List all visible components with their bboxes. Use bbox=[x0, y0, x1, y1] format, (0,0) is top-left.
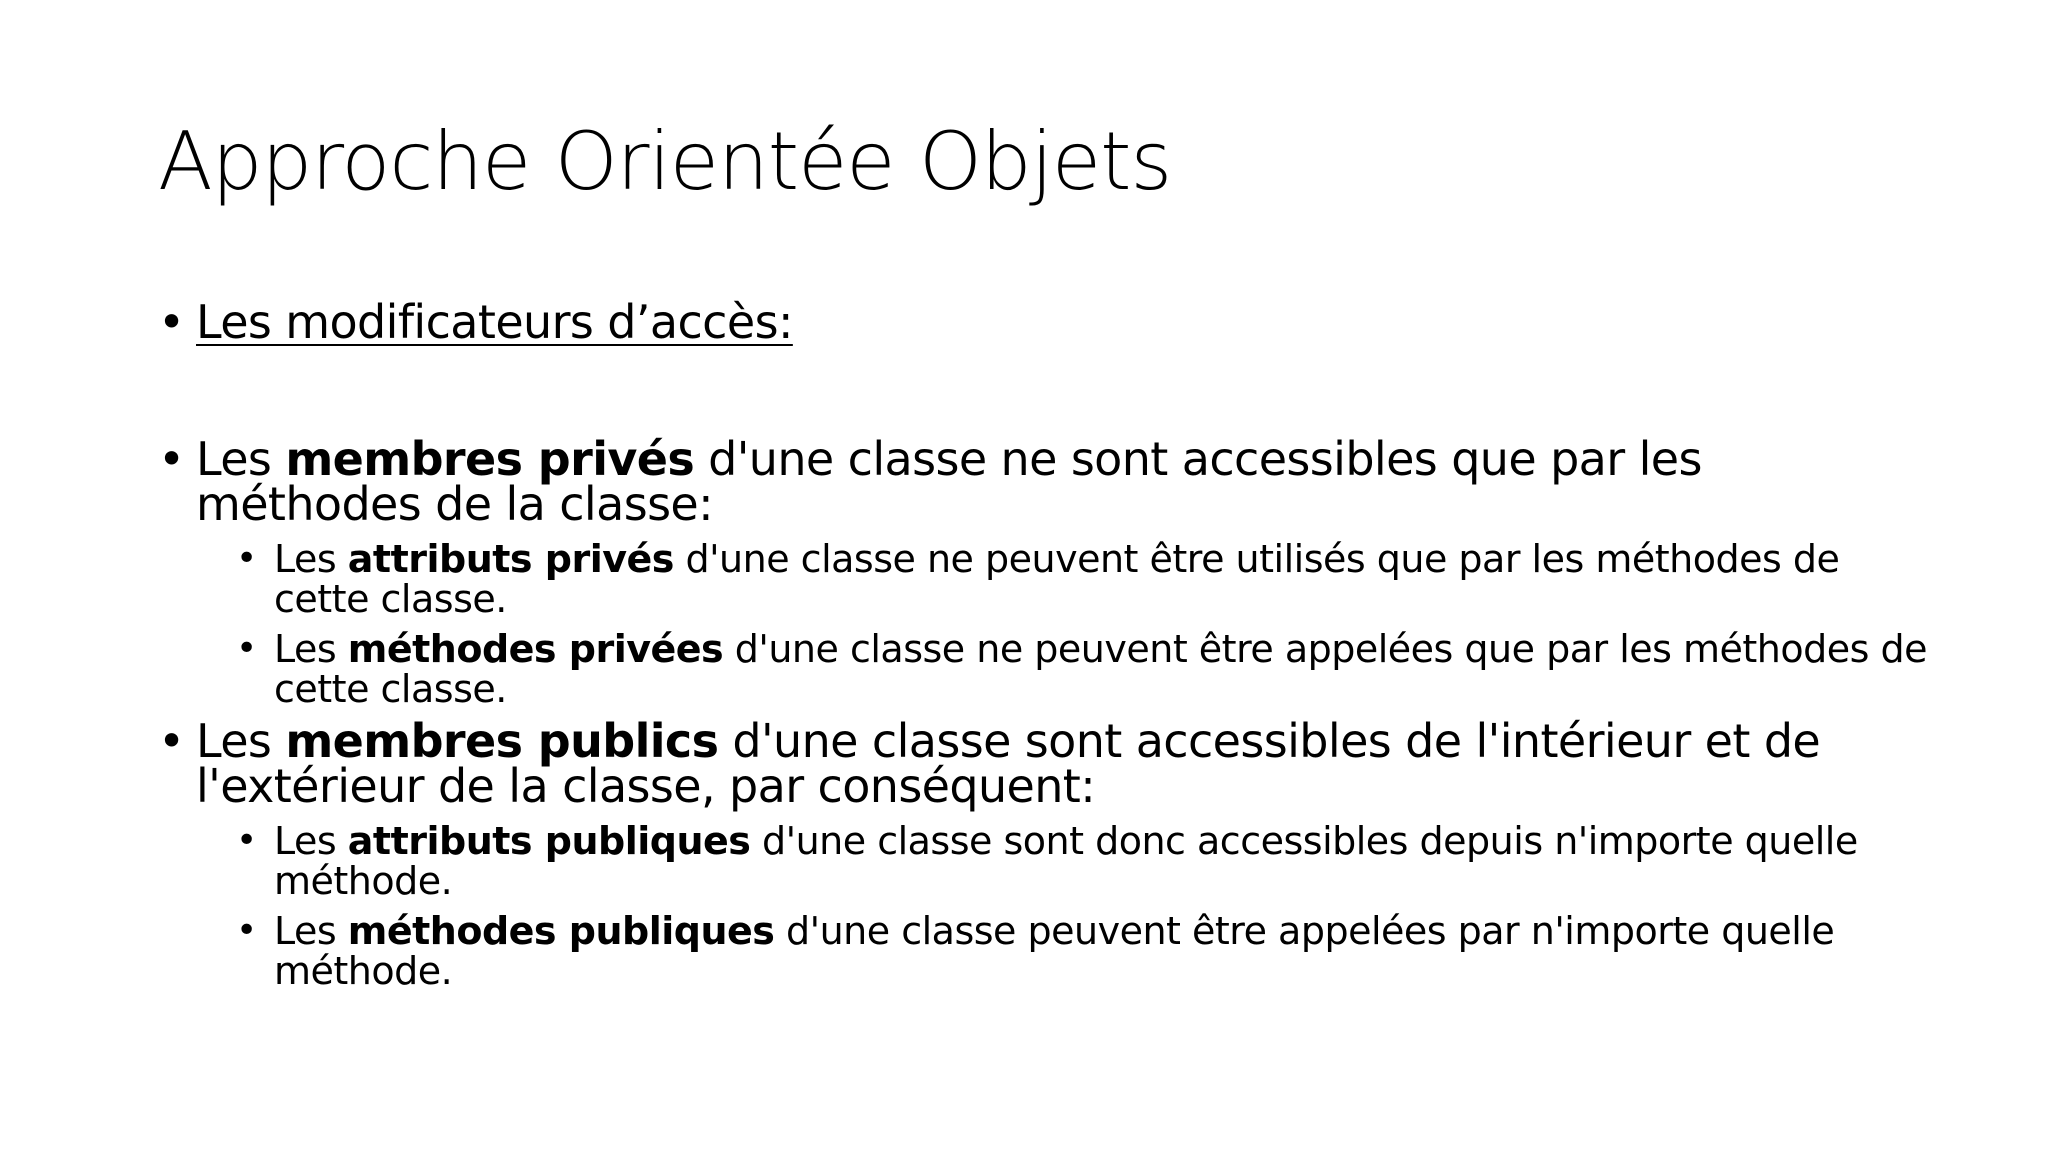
text-pre: Les bbox=[274, 627, 348, 671]
text-post: d'une classe peuvent être appelées par n'importe quelle méthode. bbox=[274, 909, 1835, 993]
text-pre: Les bbox=[274, 537, 348, 581]
sub-list-private bbox=[196, 539, 1928, 709]
text-bold: membres publics bbox=[285, 714, 719, 768]
text-bold: attributs publiques bbox=[347, 819, 751, 863]
bullet-public-members bbox=[158, 714, 1928, 993]
bullet-icon: • bbox=[236, 910, 257, 951]
bullet-private-members bbox=[158, 432, 1928, 711]
bullet-list bbox=[158, 295, 1928, 993]
bullet-heading bbox=[158, 295, 1928, 349]
text-post: d'une classe sont donc accessibles depuis n'importe quelle méthode. bbox=[274, 819, 1858, 903]
sub-bullet-public-methods bbox=[236, 911, 1928, 991]
heading-text: Les modificateurs d’accès: bbox=[196, 295, 793, 349]
text-post: d'une classe sont accessibles de l'intérieur et de l'extérieur de la classe, par conséquent: bbox=[196, 714, 1821, 813]
text-post: d'une classe ne peuvent être utilisés que par les méthodes de cette classe. bbox=[274, 537, 1840, 621]
sub-bullet-private-attributes bbox=[236, 539, 1928, 619]
text-bold: méthodes publiques bbox=[347, 909, 775, 953]
text-post: d'une classe ne peuvent être appelées que par les méthodes de cette classe. bbox=[274, 627, 1928, 711]
text-post: d'une classe ne sont accessibles que par les méthodes de la classe: bbox=[196, 432, 1702, 531]
bullet-icon: • bbox=[158, 714, 185, 768]
sub-bullet-private-methods bbox=[236, 629, 1928, 709]
text-pre: Les bbox=[196, 432, 286, 486]
sub-list-public bbox=[196, 821, 1928, 991]
bullet-icon: • bbox=[236, 628, 257, 669]
text-pre: Les bbox=[274, 909, 348, 953]
bullet-icon: • bbox=[236, 820, 257, 861]
bullet-icon: • bbox=[158, 295, 185, 349]
text-bold: attributs privés bbox=[347, 537, 674, 581]
text-pre: Les bbox=[274, 819, 348, 863]
text-bold: membres privés bbox=[285, 432, 695, 486]
bullet-icon: • bbox=[158, 432, 185, 486]
slide-content bbox=[158, 295, 1928, 1001]
slide-title: Approche Orientée Objets bbox=[158, 115, 1172, 208]
text-bold: méthodes privées bbox=[347, 627, 724, 671]
bullet-icon: • bbox=[236, 538, 257, 579]
sub-bullet-public-attributes bbox=[236, 821, 1928, 901]
text-pre: Les bbox=[196, 714, 286, 768]
